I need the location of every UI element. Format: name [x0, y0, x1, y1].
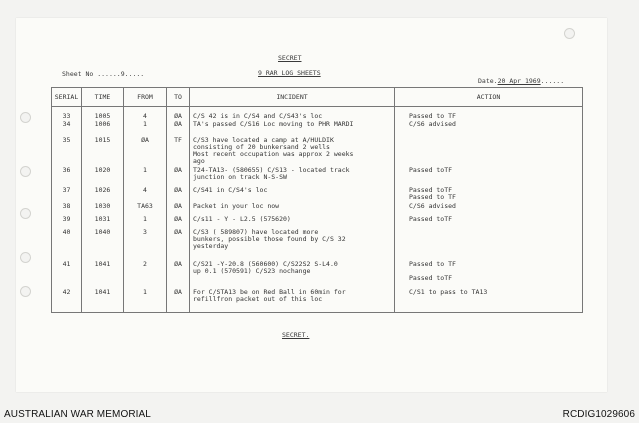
serial-cell: 36	[52, 167, 82, 187]
serial-cell: 40	[52, 229, 82, 261]
from-cell: 1	[124, 167, 167, 187]
action-cell: Passed toTF	[395, 167, 583, 187]
time-cell: 1005	[82, 107, 124, 121]
column-header-to: TO	[167, 88, 190, 107]
serial-cell: 39	[52, 216, 82, 229]
time-cell: 1026	[82, 187, 124, 203]
incident-cell: C/S 42 is in C/S4 and C/S43's loc	[190, 107, 395, 121]
from-cell: 1	[124, 216, 167, 229]
date-field	[478, 78, 564, 85]
table-row	[52, 203, 583, 216]
log-table	[51, 87, 583, 313]
from-cell: 2	[124, 261, 167, 289]
action-cell: C/S6 advised	[395, 203, 583, 216]
column-header-time: TIME	[82, 88, 124, 107]
table-row	[52, 121, 583, 137]
table-row	[52, 167, 583, 187]
to-cell: ØA	[167, 107, 190, 121]
serial-cell: 37	[52, 187, 82, 203]
sheet-label: Sheet No	[62, 70, 94, 78]
serial-cell: 33	[52, 107, 82, 121]
table-row	[52, 261, 583, 289]
date-dots: ......	[540, 77, 565, 85]
from-cell: 4	[124, 187, 167, 203]
action-cell	[395, 229, 583, 261]
classification-header: SECRET	[278, 54, 302, 62]
action-cell: Passed to TF	[395, 107, 583, 121]
serial-cell: 35	[52, 137, 82, 167]
classification-footer: SECRET.	[282, 331, 310, 339]
serial-cell: 41	[52, 261, 82, 289]
incident-cell: Packet in your loc now	[190, 203, 395, 216]
action-cell	[395, 137, 583, 167]
date-label: Date.	[478, 77, 498, 85]
from-cell: 4	[124, 107, 167, 121]
incident-cell: For C/STA13 be on Red Ball in 60min for refillfron packet out of this loc	[190, 289, 395, 313]
binder-hole-2	[20, 166, 31, 177]
table-row	[52, 229, 583, 261]
to-cell: ØA	[167, 203, 190, 216]
incident-cell: C/s11 - Y - L2.5 (575620)	[190, 216, 395, 229]
table-header-row	[52, 88, 583, 107]
action-cell: C/S1 to pass to TA13	[395, 289, 583, 313]
column-header-serial: SERIAL	[52, 88, 82, 107]
to-cell: ØA	[167, 121, 190, 137]
time-cell: 1040	[82, 229, 124, 261]
serial-cell: 42	[52, 289, 82, 313]
binder-hole-3	[20, 208, 31, 219]
to-cell: ØA	[167, 261, 190, 289]
from-cell: TA63	[124, 203, 167, 216]
binder-hole-6	[564, 28, 575, 39]
table-row	[52, 107, 583, 121]
serial-cell: 34	[52, 121, 82, 137]
serial-cell: 38	[52, 203, 82, 216]
sheet-number-field	[62, 71, 144, 78]
table-row	[52, 137, 583, 167]
action-cell: Passed toTF Passed to TF	[395, 187, 583, 203]
binder-hole-4	[20, 252, 31, 263]
binder-hole-5	[20, 286, 31, 297]
to-cell: ØA	[167, 229, 190, 261]
table-row	[52, 187, 583, 203]
action-cell: Passed to TF Passed toTF	[395, 261, 583, 289]
action-cell: Passed toTF	[395, 216, 583, 229]
time-cell: 1031	[82, 216, 124, 229]
table-row	[52, 289, 583, 313]
sheet-dots-right: .....	[124, 70, 145, 78]
log-table-body	[52, 107, 583, 313]
from-cell: 3	[124, 229, 167, 261]
sheet-number: 9	[120, 70, 125, 78]
to-cell: ØA	[167, 289, 190, 313]
from-cell: 1	[124, 289, 167, 313]
time-cell: 1041	[82, 261, 124, 289]
incident-cell: C/S3 have located a camp at A/HULDIK consisting of 20 bunkersand 2 wells Most recent occupation was approx 2 weeks ago	[190, 137, 395, 167]
column-header-from: FROM	[124, 88, 167, 107]
incident-cell: T24-TA13- (580655) C/S13 - located track junction on track N-S-SW	[190, 167, 395, 187]
time-cell: 1006	[82, 121, 124, 137]
column-header-action: ACTION	[395, 88, 583, 107]
date-value: 20 Apr 1969	[497, 77, 541, 85]
time-cell: 1015	[82, 137, 124, 167]
to-cell: ØA	[167, 167, 190, 187]
incident-cell: TA's passed C/S16 Loc moving to PHR MARDI	[190, 121, 395, 137]
action-cell: C/S6 advised	[395, 121, 583, 137]
to-cell: ØA	[167, 187, 190, 203]
incident-cell: C/S3 ( 589807) have located more bunkers, possible those found by C/S 32 yesterday	[190, 229, 395, 261]
to-cell: TF	[167, 137, 190, 167]
time-cell: 1041	[82, 289, 124, 313]
sheet-dots-left: ......	[97, 70, 121, 78]
time-cell: 1020	[82, 167, 124, 187]
to-cell: ØA	[167, 216, 190, 229]
binder-hole-1	[20, 112, 31, 123]
credit-left: AUSTRALIAN WAR MEMORIAL	[4, 409, 151, 420]
credit-right: RCDIG1029606	[562, 409, 635, 420]
table-row	[52, 216, 583, 229]
column-header-incident: INCIDENT	[190, 88, 395, 107]
time-cell: 1030	[82, 203, 124, 216]
incident-cell: C/S21 -Y-20.8 (560600) C/S22S2 S-L4.0 up 0.1 (570591) C/S23 nochange	[190, 261, 395, 289]
incident-cell: C/S41 in C/S4's loc	[190, 187, 395, 203]
from-cell: ØA	[124, 137, 167, 167]
from-cell: 1	[124, 121, 167, 137]
log-title: 9 RAR LOG SHEETS	[258, 69, 321, 77]
